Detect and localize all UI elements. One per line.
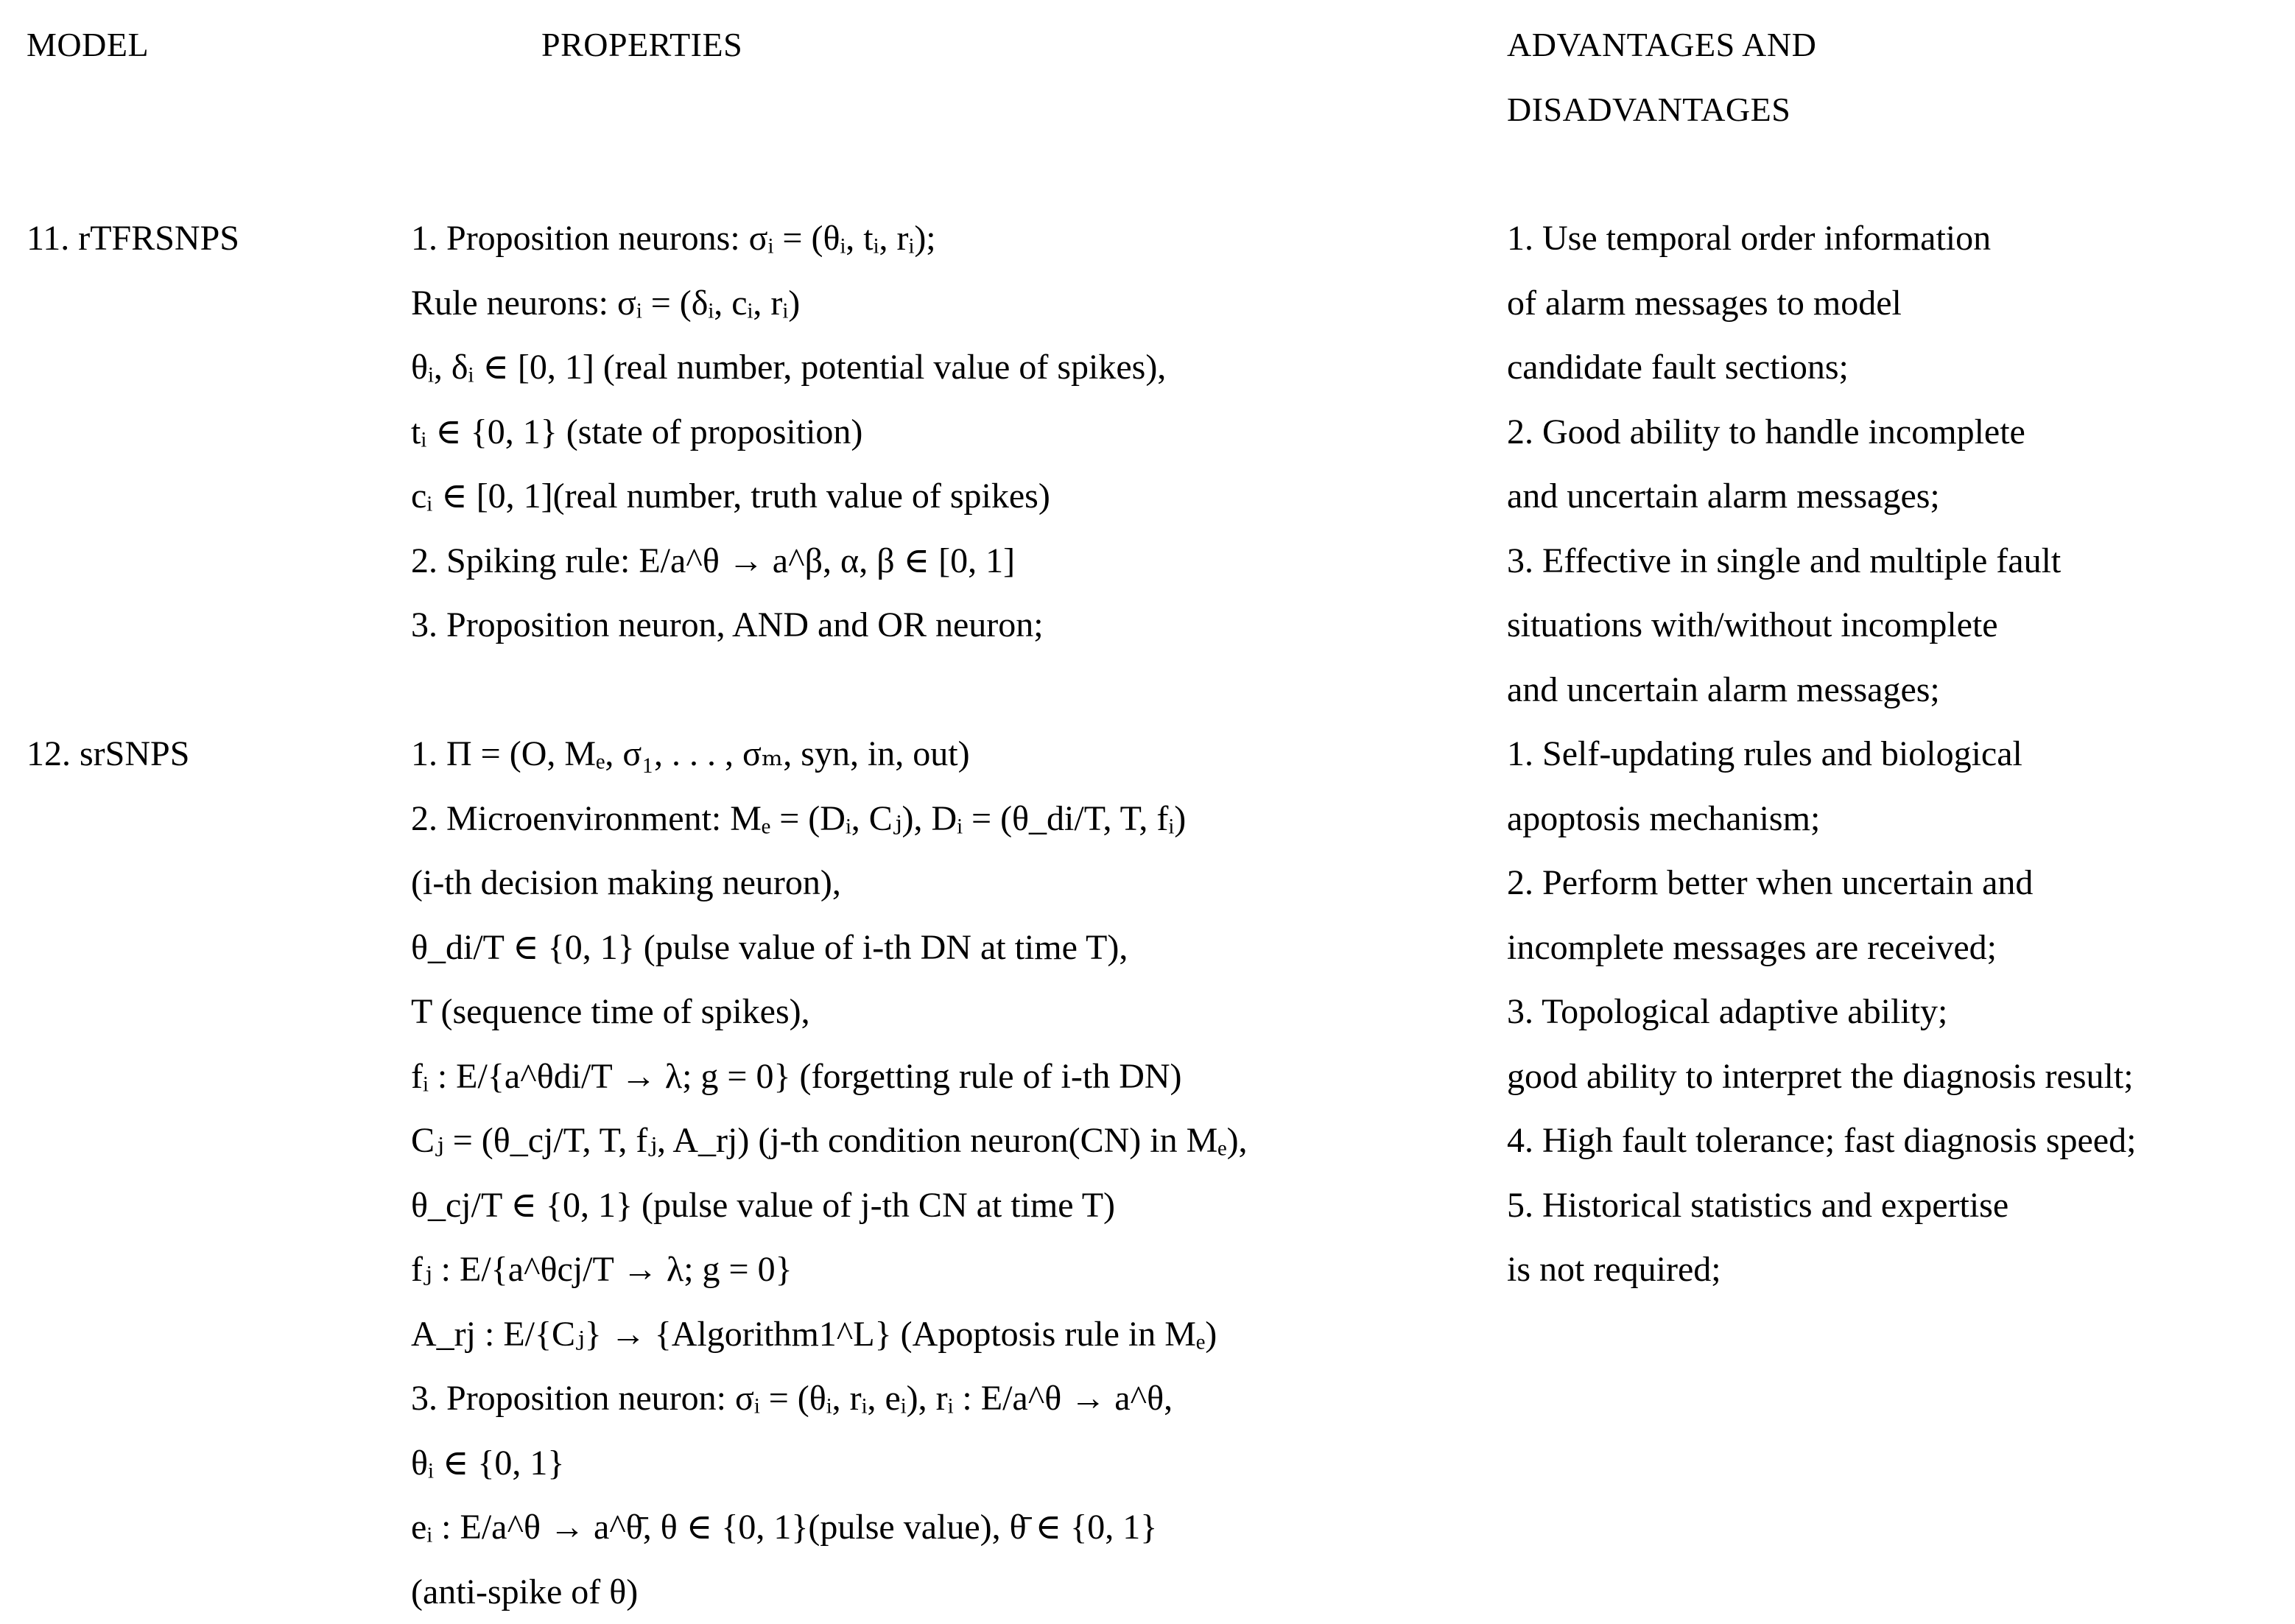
header-properties-label: PROPERTIES [541,13,742,77]
property-line: T (sequence time of spikes), [411,980,1248,1044]
advantage-line: good ability to interpret the diagnosis result; [1507,1044,2136,1109]
advantage-line: 4. High fault tolerance; fast diagnosis speed; [1507,1108,2136,1173]
advantage-line: 3. Topological adaptive ability; [1507,980,2136,1044]
advantage-line: 5. Historical statistics and expertise [1507,1173,2136,1238]
row-12-advantages [1507,722,2136,1302]
header-properties [541,13,742,77]
property-line: θ_di/T ∈ {0, 1} (pulse value of i-th DN at time T), [411,915,1248,980]
property-line: eᵢ : E/a^θ → a^θ̄, θ ∈ {0, 1}(pulse value), θ̄ ∈ {0, 1} [411,1495,1248,1560]
advantage-line: is not required; [1507,1237,2136,1302]
advantage-line: and uncertain alarm messages; [1507,464,2061,529]
property-line: 2. Spiking rule: E/a^θ → a^β, α, β ∈ [0, 1] [411,529,1166,594]
advantage-line: and uncertain alarm messages; [1507,658,2061,723]
property-line: 3. Proposition neuron, AND and OR neuron; [411,593,1166,658]
header-advantages [1507,13,1816,141]
row-12-properties [411,722,1248,1624]
property-line: (anti-spike of θ) [411,1560,1248,1624]
property-line: fⱼ : E/{a^θcj/T → λ; g = 0} [411,1237,1248,1302]
header-model-label: MODEL [27,13,149,77]
property-line: Cⱼ = (θ_cj/T, T, fⱼ, A_rj) (j-th condition neuron(CN) in Mₑ), [411,1108,1248,1173]
property-line: θᵢ, δᵢ ∈ [0, 1] (real number, potential value of spikes), [411,335,1166,400]
property-line: A_rj : E/{Cⱼ} → {Algorithm1^L} (Apoptosis rule in Mₑ) [411,1302,1248,1367]
advantage-line: 2. Perform better when uncertain and [1507,851,2136,915]
header-advantages-line: ADVANTAGES AND [1507,13,1816,77]
advantage-line: situations with/without incomplete [1507,593,2061,658]
property-line: θ_cj/T ∈ {0, 1} (pulse value of j-th CN at time T) [411,1173,1248,1238]
advantage-line: 1. Self-updating rules and biological [1507,722,2136,787]
advantage-line: candidate fault sections; [1507,335,2061,400]
row-11-properties [411,206,1166,658]
advantage-line: incomplete messages are received; [1507,915,2136,980]
row-12-model [27,722,189,787]
property-line: cᵢ ∈ [0, 1](real number, truth value of spikes) [411,464,1166,529]
advantage-line: apoptosis mechanism; [1507,787,2136,851]
header-advantages-line: DISADVANTAGES [1507,77,1816,142]
row-11-model [27,206,239,271]
header-model [27,13,149,77]
row-11-advantages [1507,206,2061,722]
advantage-line: 1. Use temporal order information [1507,206,2061,271]
advantage-line: of alarm messages to model [1507,271,2061,336]
property-line: tᵢ ∈ {0, 1} (state of proposition) [411,400,1166,465]
model-name: 12. srSNPS [27,722,189,787]
property-line: (i-th decision making neuron), [411,851,1248,915]
property-line: Rule neurons: σᵢ = (δᵢ, cᵢ, rᵢ) [411,271,1166,336]
advantage-line: 2. Good ability to handle incomplete [1507,400,2061,465]
property-line: 3. Proposition neuron: σᵢ = (θᵢ, rᵢ, eᵢ), rᵢ : E/a^θ → a^θ, [411,1366,1248,1431]
property-line: fᵢ : E/{a^θdi/T → λ; g = 0} (forgetting rule of i-th DN) [411,1044,1248,1109]
property-line: 1. Proposition neurons: σᵢ = (θᵢ, tᵢ, rᵢ); [411,206,1166,271]
property-line: θᵢ ∈ {0, 1} [411,1431,1248,1496]
model-name: 11. rTFRSNPS [27,206,239,271]
advantage-line: 3. Effective in single and multiple fault [1507,529,2061,594]
property-line: 1. Π = (O, Mₑ, σ₁, . . . , σₘ, syn, in, out) [411,722,1248,787]
property-line: 2. Microenvironment: Mₑ = (Dᵢ, Cⱼ), Dᵢ = (θ_di/T, T, fᵢ) [411,787,1248,851]
